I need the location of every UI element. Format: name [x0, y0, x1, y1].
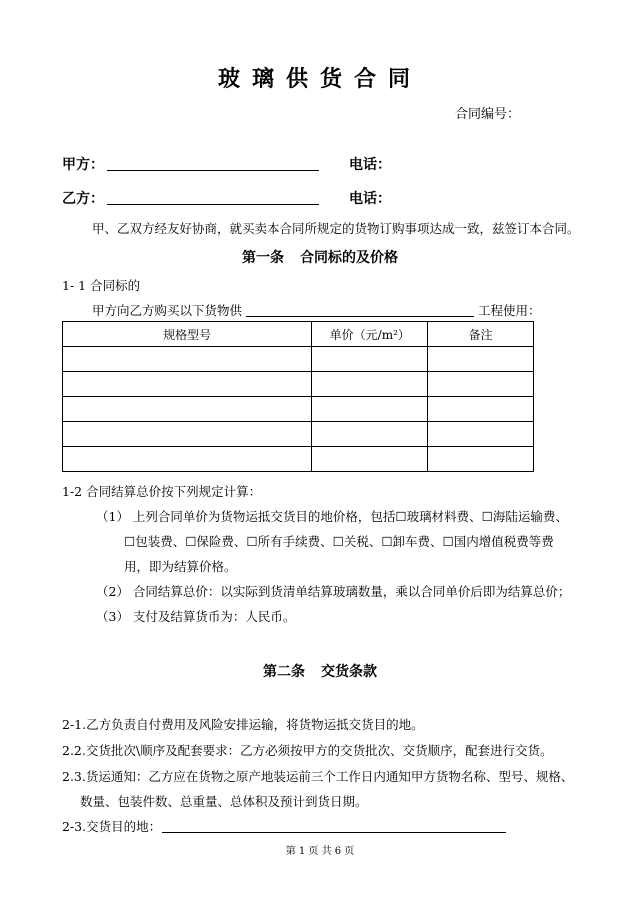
table-cell — [312, 397, 428, 422]
clause-1-1-text-end: 工程使用： — [478, 303, 541, 318]
party-b-phone-label: 电话： — [349, 191, 391, 207]
table-cell — [428, 422, 534, 447]
table-cell — [63, 422, 312, 447]
clause-2-3-line-1: 2.3.货运通知：乙方应在货物之原产地装运前三个工作日内通知甲方货物名称、型号、规格、 — [62, 769, 574, 784]
clause-1-1: 1- 1 合同标的 — [62, 278, 141, 293]
table-cell — [428, 447, 534, 472]
table-row — [63, 397, 534, 422]
article-1-heading — [0, 247, 640, 267]
project-name-underline — [246, 316, 474, 317]
intro-paragraph: 甲、乙双方经友好协商，就买卖本合同所规定的货物订购事项达成一致，兹签订本合同。 — [92, 221, 580, 236]
article-1-number: 第一条 — [242, 250, 284, 266]
clause-delivery-destination: 2-3.交货目的地： — [62, 819, 162, 834]
table-header-price: 单价（元/m²） — [312, 322, 428, 347]
party-a-phone-label: 电话： — [349, 157, 391, 173]
clause-1-1-text: 甲方向乙方购买以下货物供 — [92, 303, 243, 318]
table-row — [63, 422, 534, 447]
price-item-2: （2） 合同结算总价：以实际到货清单结算玻璃数量，乘以合同单价后即为结算总价； — [96, 584, 571, 599]
article-2-heading — [0, 661, 640, 681]
party-a-label: 甲方： — [62, 157, 104, 173]
document-title: 玻璃供货合同 — [217, 66, 422, 92]
table-cell — [312, 372, 428, 397]
table-cell — [428, 347, 534, 372]
table-header-remark: 备注 — [428, 322, 534, 347]
party-b-underline — [107, 204, 319, 205]
table-cell — [63, 347, 312, 372]
party-b-label: 乙方： — [62, 191, 104, 207]
clause-2-3-line-2: 数量、包装件数、总重量、总体积及预计到货日期。 — [80, 794, 368, 809]
table-row — [63, 347, 534, 372]
spec-table — [62, 321, 534, 472]
price-item-1-line-1: （1） 上列合同单价为货物运抵交货目的地价格，包括☐玻璃材料费、☐海陆运输费、 — [96, 509, 568, 524]
table-cell — [63, 447, 312, 472]
table-cell — [63, 397, 312, 422]
table-row — [63, 372, 534, 397]
price-item-3: （3） 支付及结算货币为：人民币。 — [96, 609, 296, 624]
table-header-row — [63, 322, 534, 347]
table-cell — [312, 347, 428, 372]
clause-2-2: 2.2.交货批次\顺序及配套要求：乙方必须按甲方的交货批次、交货顺序，配套进行交货。 — [62, 743, 553, 758]
clause-2-1: 2-1.乙方负责自付费用及风险安排运输，将货物运抵交货目的地。 — [62, 717, 424, 732]
page-footer: 第 1 页 共 6 页 — [285, 846, 355, 857]
price-item-1-line-2: ☐包装费、☐保险费、☐所有手续费、☐关税、☐卸车费、☐国内增值税费等费 — [124, 534, 554, 549]
table-cell — [428, 397, 534, 422]
table-cell — [63, 372, 312, 397]
party-a-underline — [107, 170, 319, 171]
price-item-1-line-3: 用，即为结算价格。 — [124, 559, 237, 574]
table-row — [63, 447, 534, 472]
article-1-title: 合同标的及价格 — [300, 250, 398, 266]
table-header-spec: 规格型号 — [63, 322, 312, 347]
table-cell — [428, 372, 534, 397]
contract-number-label: 合同编号： — [455, 107, 521, 122]
clause-1-2: 1-2 合同结算总价按下列规定计算： — [62, 484, 262, 499]
table-cell — [312, 447, 428, 472]
destination-underline — [162, 832, 506, 833]
article-2-number: 第二条 — [263, 664, 305, 680]
table-cell — [312, 422, 428, 447]
article-2-title: 交货条款 — [321, 664, 377, 680]
